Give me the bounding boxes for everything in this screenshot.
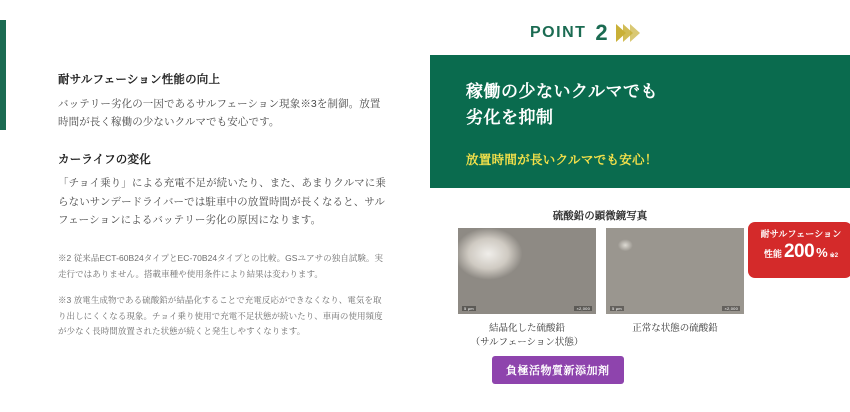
badge-line-2-prefix: 性能	[763, 249, 782, 260]
badge-unit: %	[816, 245, 828, 261]
section2-body: 「チョイ乗り」による充電不足が続いたり、また、あまりクルマに乗らないサンデードライバーでは駐車中の放置時間が長くなると、サルフェーションによるバッテリー劣化の原因になります。	[58, 177, 386, 227]
microscope-photo-group	[458, 228, 744, 314]
section2-title: カーライフの変化	[58, 153, 151, 166]
headline-line-1: 稼働の少ないクルマでも	[466, 82, 658, 101]
left-text-column	[58, 74, 388, 350]
point-header	[530, 22, 640, 44]
section-carlife-change	[58, 154, 388, 230]
section-anti-sulfation	[58, 74, 388, 132]
headline-panel	[430, 55, 850, 188]
photo-scale-label-right: 5 μm	[612, 306, 622, 311]
point-label: POINT	[530, 24, 587, 41]
photo-caption-left-line2: （サルフェーション状態）	[470, 336, 584, 348]
additive-pill-label: 負極活物質新添加剤	[492, 356, 624, 384]
photo-magnification-label-right: ×2,000	[724, 306, 738, 311]
chevron-right-icon	[619, 24, 640, 42]
photo-normal-lead-sulfate	[606, 228, 744, 314]
photo-crystallized-lead-sulfate	[458, 228, 596, 314]
photo-section-caption: 硫酸鉛の顕微鏡写真	[552, 210, 648, 222]
performance-badge	[748, 222, 850, 278]
badge-line-1: 耐サルフェーション	[760, 229, 842, 239]
badge-line-2	[754, 242, 848, 261]
footnote-3: ※3 放電生成物である硫酸鉛が結晶化することで充電反応ができなくなり、電気を取り出しにくくなる現象。チョイ乗り使用で充電不足状態が続いたり、車両の使用頻度が少なく長時間放置された状態が続くと発生しやすくなります。	[58, 294, 383, 337]
point-number: 2	[595, 20, 608, 45]
section1-title: 耐サルフェーション性能の向上	[58, 74, 221, 86]
photo-caption-right	[606, 322, 744, 350]
footnotes	[58, 251, 388, 340]
headline-line-2: 劣化を抑制	[466, 108, 554, 128]
photo-caption-left	[458, 322, 596, 350]
photo-captions	[458, 322, 744, 350]
photo-scale-label-left: 5 μm	[464, 306, 474, 311]
badge-footnote-marker: ※2	[829, 253, 839, 260]
sub-headline: 放置時間が長いクルマでも安心！	[466, 152, 658, 167]
photo-caption-left-line1: 結晶化した硫酸鉛	[488, 323, 565, 334]
photo-magnification-label-left: ×2,000	[576, 306, 590, 311]
right-feature-column	[430, 0, 850, 412]
footnote-2: ※2 従来品ECT-60B24タイプとEC-70B24タイプとの比較。GSユアサの独自試験。実走行ではありません。搭載車種や使用条件により結果は変わります。	[58, 253, 384, 280]
section1-body: バッテリー劣化の一因であるサルフェーション現象※3を制御。放置時間が長く稼働の少ないクルマでも安心です。	[58, 97, 381, 129]
left-accent-bar	[0, 20, 6, 130]
photo-caption-right-line1: 正常な状態の硫酸鉛	[632, 323, 718, 334]
badge-value: 200	[783, 241, 815, 263]
headline	[466, 79, 850, 132]
